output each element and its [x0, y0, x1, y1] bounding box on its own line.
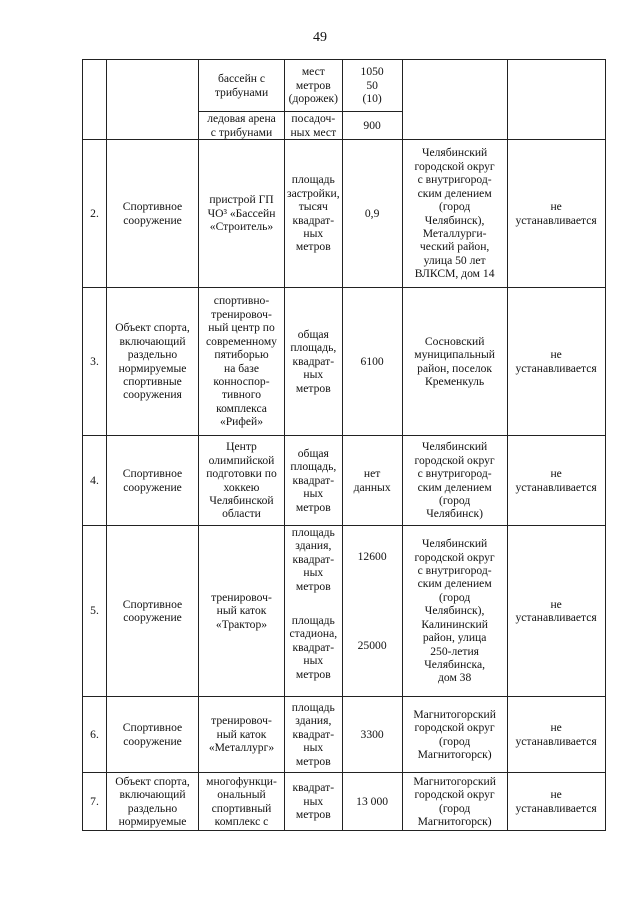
cell-unit-building: площадь здания, квадрат- ных метров: [291, 526, 335, 593]
objects-table: [82, 59, 606, 831]
cell-location: Челябинский городской округ с внутригород- ским делением (город Челябинск), Калининский район, улица 250-летия Челябинска, дом 38: [402, 526, 507, 697]
cell-status: не устанавливается: [507, 140, 605, 288]
cell-status: не устанавливается: [507, 288, 605, 436]
cell-unit: квадрат- ных метров: [285, 773, 343, 831]
cell-value: 900: [342, 112, 402, 140]
cell-name: пристрой ГП ЧО³ «Бассейн «Строитель»: [199, 140, 285, 288]
cell-location: [402, 60, 507, 140]
cell-unit: площадь застройки, тысяч квадрат- ных метров: [285, 140, 343, 288]
cell-value: 6100: [342, 288, 402, 436]
cell-name: тренировоч- ный каток «Трактор»: [199, 526, 285, 697]
cell-location: Челябинский городской округ с внутригород- ским делением (город Челябинск), Металлурги- ческий район, улица 50 лет ВЛКСМ, дом 14: [402, 140, 507, 288]
cell-type: [107, 60, 199, 140]
cell-value: 3300: [342, 697, 402, 773]
cell-type: Объект спорта, включающий раздельно нормируемые: [107, 773, 199, 831]
cell-num: 6.: [83, 697, 107, 773]
cell-num: [83, 60, 107, 140]
cell-type: Спортивное сооружение: [107, 140, 199, 288]
cell-type: Спортивное сооружение: [107, 526, 199, 697]
cell-type: Объект спорта, включающий раздельно нормируемые спортивные сооружения: [107, 288, 199, 436]
cell-value-stadium: 25000: [357, 639, 387, 652]
cell-value-building: 12600: [357, 550, 387, 563]
cell-location: Сосновский муниципальный район, поселок Кременкуль: [402, 288, 507, 436]
cell-location: Челябинский городской округ с внутригород- ским делением (город Челябинск): [402, 436, 507, 526]
cell-num: 2.: [83, 140, 107, 288]
cell-status: [507, 60, 605, 140]
cell-unit: мест метров (дорожек): [285, 60, 343, 112]
table-row: [83, 436, 606, 526]
cell-status: не устанавливается: [507, 697, 605, 773]
cell-value: 13 000: [342, 773, 402, 831]
cell-unit-stadium: площадь стадиона, квадрат- ных метров: [289, 614, 338, 681]
cell-name: спортивно- тренировоч- ный центр по современному пятиборью на базе конноспор- тивного комплекса «Рифей»: [199, 288, 285, 436]
cell-location: Магнитогорский городской округ (город Магнитогорск): [402, 697, 507, 773]
table-row: [83, 60, 606, 112]
cell-location: Магнитогорский городской округ (город Магнитогорск): [402, 773, 507, 831]
cell-unit: [285, 526, 343, 697]
cell-name: Центр олимпийской подготовки по хоккею Челябинской области: [199, 436, 285, 526]
cell-status: не устанавливается: [507, 526, 605, 697]
cell-value: 1050 50 (10): [342, 60, 402, 112]
cell-num: 7.: [83, 773, 107, 831]
table-row: [83, 773, 606, 831]
cell-unit: площадь здания, квадрат- ных метров: [285, 697, 343, 773]
cell-unit: общая площадь, квадрат- ных метров: [285, 436, 343, 526]
cell-status: не устанавливается: [507, 773, 605, 831]
cell-num: 3.: [83, 288, 107, 436]
cell-value: нет данных: [342, 436, 402, 526]
cell-name: бассейн с трибунами: [199, 60, 285, 112]
cell-name: многофункци- ональный спортивный комплекс с: [199, 773, 285, 831]
cell-value: 0,9: [342, 140, 402, 288]
page-number: 49: [313, 30, 327, 45]
cell-unit: общая площадь, квадрат- ных метров: [285, 288, 343, 436]
table-row: [83, 140, 606, 288]
cell-unit: посадоч- ных мест: [285, 112, 343, 140]
cell-value: [342, 526, 402, 697]
table-row: [83, 697, 606, 773]
cell-name: ледовая арена с трибунами: [199, 112, 285, 140]
table-row: [83, 288, 606, 436]
cell-name: тренировоч- ный каток «Металлург»: [199, 697, 285, 773]
cell-type: Спортивное сооружение: [107, 436, 199, 526]
cell-type: Спортивное сооружение: [107, 697, 199, 773]
cell-status: не устанавливается: [507, 436, 605, 526]
cell-num: 4.: [83, 436, 107, 526]
cell-num: 5.: [83, 526, 107, 697]
table-row: [83, 526, 606, 697]
